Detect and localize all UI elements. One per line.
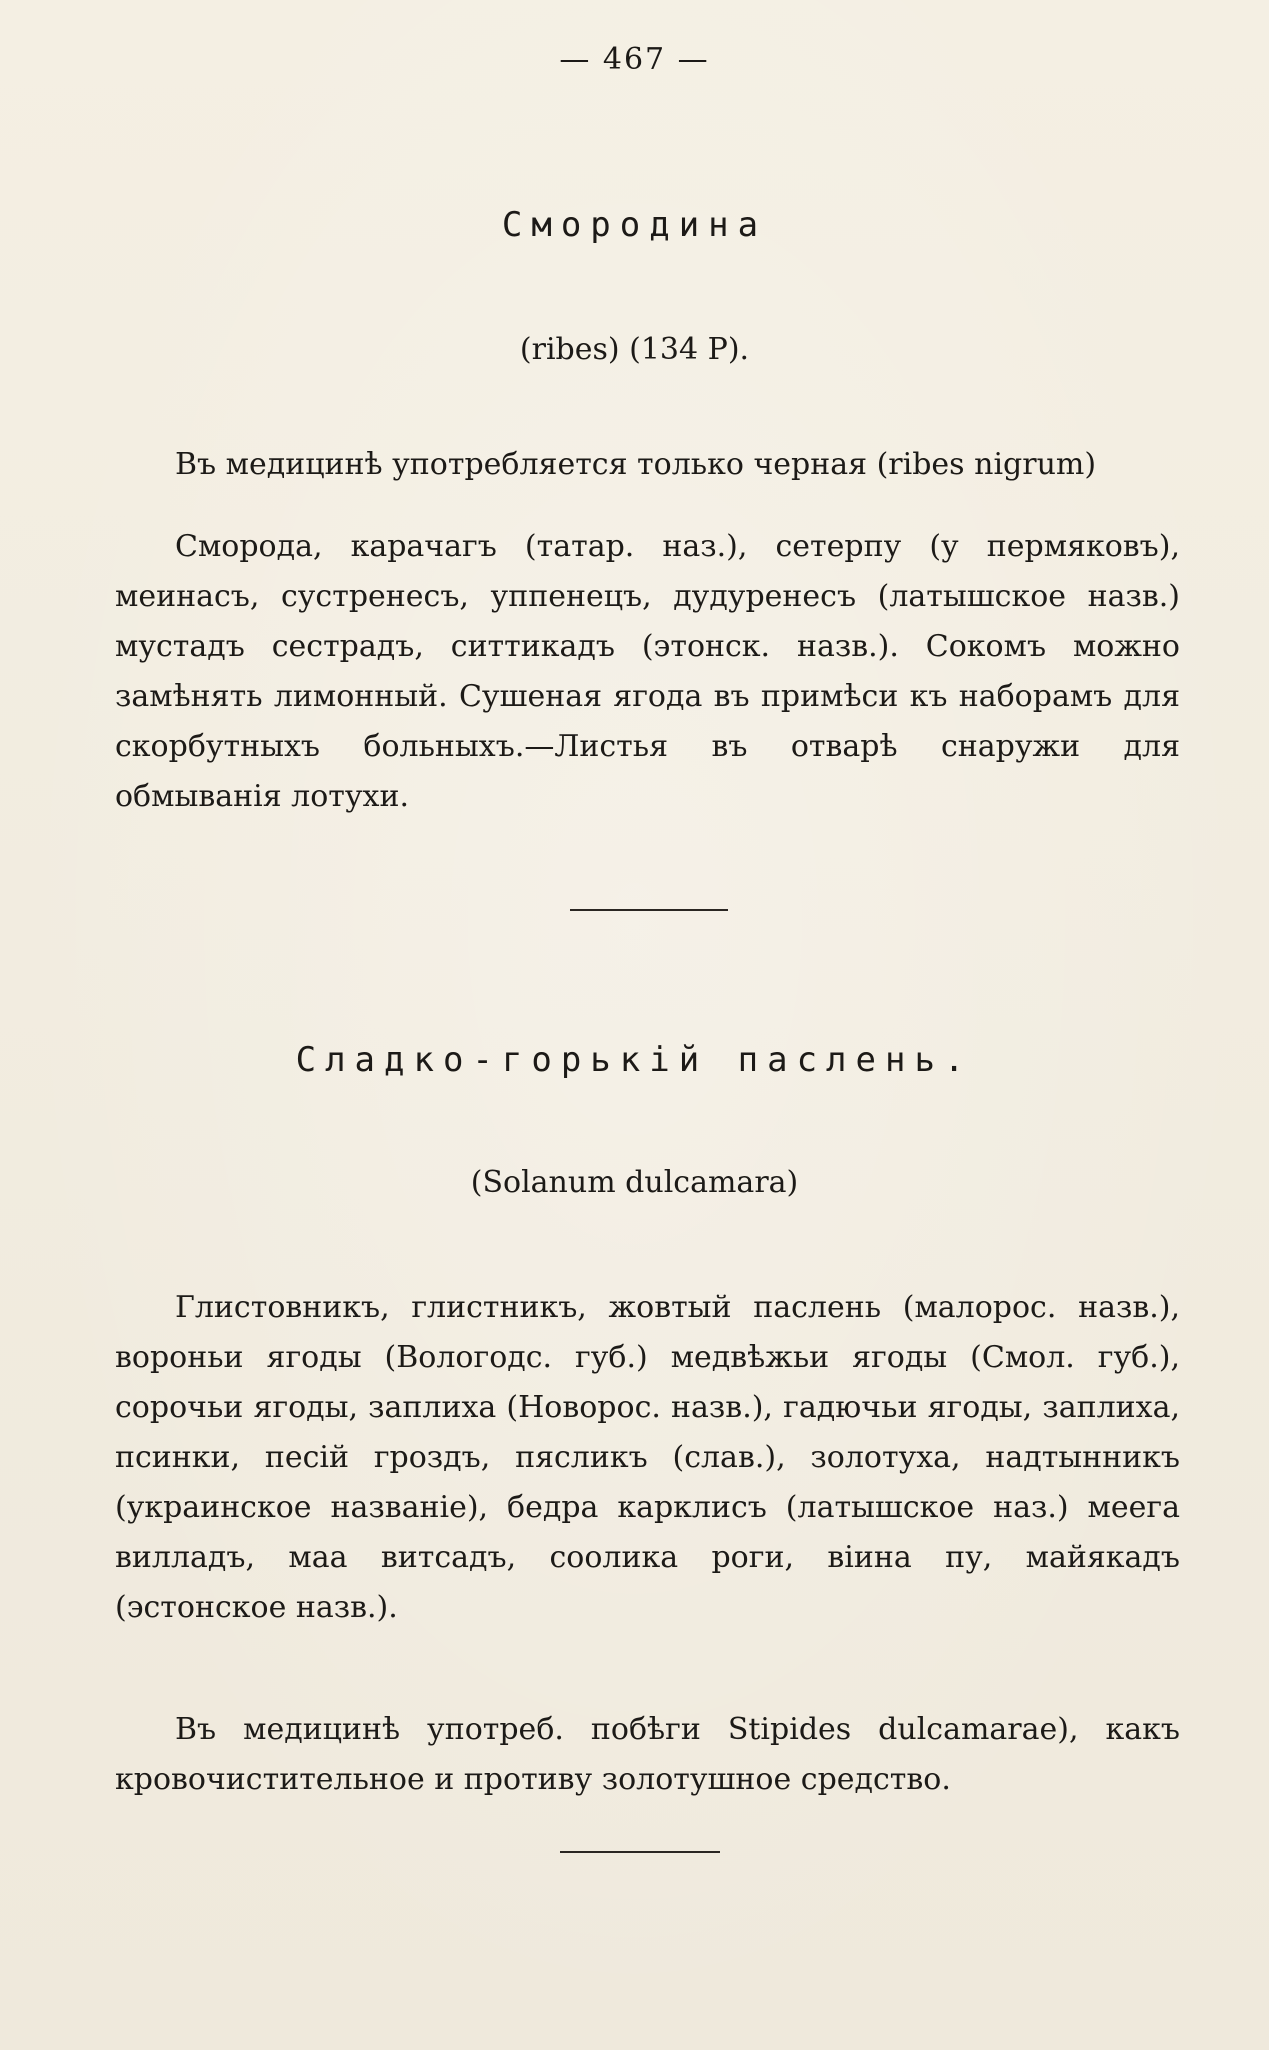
section-divider (570, 909, 728, 911)
latin-name-ribes: (ribes) (134 P). (519, 332, 750, 367)
section-title-smorodina: Смородина (501, 205, 768, 245)
page-number: — 467 — (559, 42, 710, 77)
paragraph-text: Сморода, карачагъ (татар. наз.), сетерпу (у пермяковъ), меинасъ, сустренесъ, уппенецъ, дудуренесъ (латышское назв.) мустадъ сестрадъ, ситтикадъ (этонск. назв.). Сокомъ можно замѣнять лимонный. Сушеная ягода въ примѣси къ наборамъ для скорбутныхъ больныхъ.—Листья въ отварѣ снаружи для обмыванiя лотухи. (115, 529, 1180, 814)
section-title-paslen: Сладко-горькій паслень. (295, 1040, 974, 1080)
paragraph-paslen-names (115, 1283, 1180, 1633)
paragraph-paslen-medicine (115, 1705, 1180, 1805)
paragraph-text: Глистовникъ, глистникъ, жовтый паслень (малорос. назв.), вороньи ягоды (Вологодс. губ.) медвѣжьи ягоды (Смол. губ.), сорочьи ягоды, заплиха (Новорос. назв.), гадючьи ягоды, заплиха, псинки, песій гроздъ, пясликъ (слав.), золотуха, надтынникъ (украинское названiе), бедра карклисъ (латышское наз.) меега вилладъ, маа витсадъ, соолика роги, віина пу, майякадъ (эстонское назв.). (115, 1290, 1180, 1625)
paragraph-text: Въ медицинѣ употреб. побѣги Stipides dulcamarae), какъ кровочистительное и противу золотушное средство. (115, 1712, 1180, 1797)
paragraph-medicine-use (115, 440, 1180, 490)
paragraph-smorodina-names (115, 522, 1180, 822)
end-divider (560, 1851, 720, 1853)
paragraph-text: Въ медицинѣ употребляется только черная (ribes nigrum) (175, 447, 1097, 482)
latin-name-solanum: (Solanum dulcamara) (470, 1165, 799, 1200)
